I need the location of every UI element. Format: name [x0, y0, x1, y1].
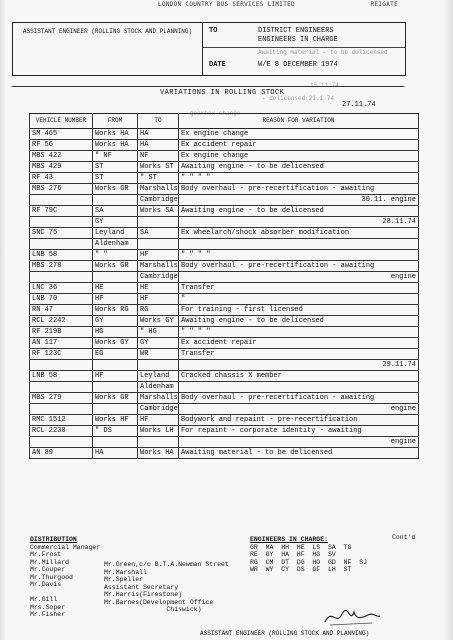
- vehicle-cell: LNB 70: [30, 294, 93, 305]
- table-row: [30, 250, 419, 261]
- vehicle-cell: MBS 278: [30, 261, 93, 272]
- vehicle-cell: AN 117: [30, 338, 93, 349]
- reason-cell: Bodywork and repaint - pre-recertification: [179, 415, 419, 426]
- table-row: [30, 261, 419, 272]
- from-cell: Works GR: [93, 261, 138, 272]
- distribution-left: [30, 544, 100, 619]
- vehicle-cell: [30, 437, 93, 448]
- to-cell: HF: [138, 294, 179, 305]
- engineers-heading: ENGINEERS IN CHARGE:: [250, 536, 329, 543]
- distribution-recipient: [30, 589, 100, 597]
- reason-cell: Ex wheelarch/shock absorber modification: [179, 228, 419, 239]
- engineers-codes: [250, 544, 367, 574]
- table-row: [30, 415, 419, 426]
- vehicle-cell: SNC 75: [30, 228, 93, 239]
- to-cell: GY: [138, 338, 179, 349]
- distribution-recipient: Commercial Manager: [30, 543, 101, 551]
- to-cell: NF: [138, 151, 179, 162]
- table-row: [30, 217, 419, 228]
- table-header-row: [30, 114, 419, 129]
- table-row: [30, 338, 419, 349]
- from-cell: [93, 382, 138, 393]
- table-row: [30, 404, 419, 415]
- vehicle-cell: RMC 1512: [30, 415, 93, 426]
- distribution-recipient: Mr.Harris(Firestone): [104, 591, 183, 598]
- from-cell: [93, 360, 138, 371]
- from-field: ASSISTANT ENGINEER (ROLLING STOCK AND PLANNING): [13, 23, 203, 75]
- company-line: [0, 1, 453, 8]
- to-cell: SA: [138, 228, 179, 239]
- ghost-delicensed: - delicensed 21.1.74: [262, 95, 335, 102]
- reason-cell: " " " ": [179, 250, 419, 261]
- to-cell: HF: [138, 415, 179, 426]
- to-cell: Cambridge: [138, 272, 179, 283]
- vehicle-cell: [30, 404, 93, 415]
- to-recipients: [258, 27, 338, 45]
- ref-code: REIGATE: [370, 1, 398, 8]
- distribution-recipient: Mr.Speller: [104, 576, 144, 583]
- title-bar: [12, 86, 404, 99]
- top-date: 27.11.74: [342, 101, 376, 109]
- distribution-recipient: Mr.Davis: [30, 581, 62, 588]
- vehicle-cell: SM 465: [30, 129, 93, 140]
- from-cell: " DS: [93, 426, 138, 437]
- header-to: TO: [138, 114, 179, 129]
- reason-cell: Body overhaul - pre-recertification - awaiting: [179, 184, 419, 195]
- distribution-recipient: Mr.Thurgood: [30, 573, 73, 581]
- reason-cell: Awaiting engine - to be delicensed: [179, 206, 419, 217]
- to-cell: Cambridge: [138, 195, 179, 206]
- date-label: DATE: [209, 61, 226, 69]
- vehicle-cell: MBS 429: [30, 162, 93, 173]
- to-cell: HF: [138, 250, 179, 261]
- to-cell: HA: [138, 129, 179, 140]
- from-cell: Works RG: [93, 305, 138, 316]
- engineer-codes-row: GR MA HH HE LS SA TG: [250, 543, 352, 551]
- to-cell: Marshalls: [138, 393, 179, 404]
- distribution-recipient: Mr.Green,c/o B.T.A.Newman Street: [104, 561, 229, 568]
- vehicle-cell: RF 79C: [30, 206, 93, 217]
- from-cell: HE: [93, 283, 138, 294]
- vehicle-cell: [30, 195, 93, 206]
- to-cell: HE: [138, 283, 179, 294]
- table-row: [30, 393, 419, 404]
- from-cell: Works GR: [93, 393, 138, 404]
- table-row: [30, 228, 419, 239]
- ghost-date: 15.11.74: [310, 82, 339, 89]
- signature: [322, 606, 382, 628]
- vehicle-cell: RF 123C: [30, 349, 93, 360]
- table-row: [30, 448, 419, 459]
- distribution-recipient: Mr.Marshall: [104, 568, 147, 576]
- table-row: [30, 195, 419, 206]
- distribution-recipient: Mr.Millard: [30, 558, 70, 566]
- from-cell: " ": [93, 250, 138, 261]
- distribution-recipient: Mr.Frost: [30, 551, 62, 558]
- to-cell: Marshalls: [138, 184, 179, 195]
- from-cell: Works HA: [93, 140, 138, 151]
- header-reason: REASON FOR VARIATION: [179, 114, 419, 129]
- to-line-2: ENGINEERS IN CHARGE: [258, 36, 338, 44]
- from-cell: GY: [93, 316, 138, 327]
- date-value: W/E 8 DECEMBER 1974: [258, 61, 338, 69]
- table-row: [30, 371, 419, 382]
- vehicle-cell: [30, 217, 93, 228]
- vehicle-cell: RF 43: [30, 173, 93, 184]
- vehicle-cell: [30, 239, 93, 250]
- reason-cell: Cracked chassis X member: [179, 371, 419, 382]
- vehicle-cell: [30, 272, 93, 283]
- vehicle-cell: MBS 276: [30, 184, 93, 195]
- to-label: TO: [209, 27, 218, 35]
- table-row: [30, 129, 419, 140]
- table-row: [30, 294, 419, 305]
- to-cell: Works HA: [138, 448, 179, 459]
- distribution-recipient: Mrs.Soper: [30, 603, 66, 611]
- reason-cell: For training - first licensed: [179, 305, 419, 316]
- scan-edge-right: [443, 0, 453, 640]
- header-divider: [203, 47, 405, 48]
- footer-title: ASSISTANT ENGINEER (ROLLING STOCK AND PLANNING): [200, 630, 370, 637]
- reason-cell: Awaiting engine - to be delicensed: [179, 162, 419, 173]
- distribution-heading: DISTRIBUTION: [30, 536, 77, 543]
- reason-cell: For repaint - corporate identity - awaiting: [179, 426, 419, 437]
- vehicle-cell: [30, 382, 93, 393]
- reason-cell: Awaiting material - to be delicensed: [179, 448, 419, 459]
- table-row: [30, 426, 419, 437]
- table-row: [30, 327, 419, 338]
- to-cell: RG: [138, 305, 179, 316]
- to-cell: Works GY: [138, 316, 179, 327]
- reason-cell: 28.11.74: [179, 217, 419, 228]
- reason-cell: Body overhaul - pre-recertification - awaiting: [179, 261, 419, 272]
- reason-cell: [179, 239, 419, 250]
- to-cell: [138, 239, 179, 250]
- vehicle-cell: RF 219B: [30, 327, 93, 338]
- reason-cell: engine: [179, 404, 419, 415]
- from-cell: HF: [93, 371, 138, 382]
- reason-cell: 29.11.74: [179, 360, 419, 371]
- reason-cell: Awaiting engine - to be delicensed: [179, 316, 419, 327]
- distribution-recipient: Chiswick): [104, 606, 202, 613]
- header-from: FROM: [93, 114, 138, 129]
- table-body: [30, 129, 419, 459]
- distribution-recipient: Mr.Gill: [30, 596, 58, 603]
- vehicle-cell: LNB 58: [30, 250, 93, 261]
- contd-label: Cont'd: [392, 534, 416, 541]
- vehicle-cell: MBS 279: [30, 393, 93, 404]
- from-cell: EG: [93, 349, 138, 360]
- table-row: [30, 437, 419, 448]
- to-cell: Works SA: [138, 206, 179, 217]
- reason-cell: [179, 382, 419, 393]
- table-row: [30, 305, 419, 316]
- from-cell: Works GR: [93, 184, 138, 195]
- reason-cell: ": [179, 294, 419, 305]
- table-row: [30, 239, 419, 250]
- table-row: [30, 151, 419, 162]
- engineers-block: [250, 536, 367, 574]
- to-cell: [138, 360, 179, 371]
- vehicle-cell: [30, 360, 93, 371]
- variations-table: [29, 113, 419, 459]
- reason-cell: Ex engine change: [179, 151, 419, 162]
- table-row: [30, 184, 419, 195]
- vehicle-cell: LNC 36: [30, 283, 93, 294]
- vehicle-cell: RCL 2230: [30, 426, 93, 437]
- page-title: VARIATIONS IN ROLLING STOCK: [160, 89, 285, 97]
- scan-edge-left: [0, 0, 6, 640]
- reason-cell: Ex engine change: [179, 129, 419, 140]
- from-cell: [93, 272, 138, 283]
- to-cell: Works ST: [138, 162, 179, 173]
- reason-cell: engine: [179, 437, 419, 448]
- distribution-recipient: Mr.Fisher: [30, 611, 66, 618]
- from-cell: HF: [93, 294, 138, 305]
- to-cell: Leyland: [138, 371, 179, 382]
- header-vehicle: VEHICLE NUMBER: [30, 114, 93, 129]
- from-cell: [93, 195, 138, 206]
- reason-cell: 30.11. engine: [179, 195, 419, 206]
- to-cell: " HG: [138, 327, 179, 338]
- distribution-recipient: Mr.Barnes(Development Office: [104, 598, 214, 606]
- engineer-codes-row: RE GY HA HF HG SV: [250, 551, 336, 558]
- to-cell: [138, 437, 179, 448]
- to-cell: HA: [138, 140, 179, 151]
- to-line-1: DISTRICT ENGINEERS: [258, 27, 334, 35]
- to-cell: Works LH: [138, 426, 179, 437]
- vehicle-cell: RCL 2242: [30, 316, 93, 327]
- memo-header: [12, 22, 406, 76]
- reason-cell: " " " ": [179, 327, 419, 338]
- from-cell: ST: [93, 162, 138, 173]
- from-cell: Aldenham: [93, 239, 138, 250]
- reason-cell: Ex accident repair: [179, 140, 419, 151]
- table-row: [30, 272, 419, 283]
- reason-cell: Transfer: [179, 349, 419, 360]
- from-cell: HG: [93, 327, 138, 338]
- distribution-mid: [104, 561, 229, 614]
- table-row: [30, 349, 419, 360]
- to-cell: Aldenham: [138, 382, 179, 393]
- table-row: [30, 382, 419, 393]
- table-row: [30, 360, 419, 371]
- engineer-codes-row: RG CM DT DG HO GD NF SJ: [250, 558, 368, 566]
- to-cell: WR: [138, 349, 179, 360]
- from-cell: SA: [93, 206, 138, 217]
- vehicle-cell: RF 56: [30, 140, 93, 151]
- from-cell: Works HA: [93, 129, 138, 140]
- from-cell: " NF: [93, 151, 138, 162]
- from-cell: Works GY: [93, 338, 138, 349]
- distribution-recipient: Mr.Couper: [30, 566, 66, 573]
- from-cell: [93, 437, 138, 448]
- vehicle-cell: AN 89: [30, 448, 93, 459]
- to-cell: Cambridge: [138, 404, 179, 415]
- company-name: LONDON COUNTRY BUS SERVICES LIMITED: [158, 1, 295, 8]
- from-cell: Leyland: [93, 228, 138, 239]
- to-cell: Marshalls: [138, 261, 179, 272]
- table-row: [30, 316, 419, 327]
- to-cell: [138, 217, 179, 228]
- table-row: [30, 173, 419, 184]
- reason-cell: Body overhaul - pre-recertification - awaiting: [179, 393, 419, 404]
- table-row: [30, 283, 419, 294]
- table-row: [30, 162, 419, 173]
- engineer-codes-row: WR WY CY DS GF LH ST: [250, 566, 352, 573]
- vehicle-cell: MBS 422: [30, 151, 93, 162]
- reason-cell: Ex accident repair: [179, 338, 419, 349]
- vehicle-cell: LNB 58: [30, 371, 93, 382]
- from-cell: [93, 404, 138, 415]
- distribution-recipient: Assistant Secretary: [104, 583, 179, 591]
- ghost-gearbox: gearbox change: [190, 110, 241, 117]
- vehicle-cell: RN 47: [30, 305, 93, 316]
- from-cell: HA: [93, 448, 138, 459]
- table-row: [30, 206, 419, 217]
- to-cell: " ST: [138, 173, 179, 184]
- reason-cell: Transfer: [179, 283, 419, 294]
- from-cell: ST: [93, 173, 138, 184]
- reason-cell: " " " ": [179, 173, 419, 184]
- faded-subtext: Awaiting material - to be delicensed: [258, 49, 388, 56]
- from-cell: Works HF: [93, 415, 138, 426]
- distribution-block: [30, 536, 100, 619]
- from-cell: GY: [93, 217, 138, 228]
- reason-cell: engine: [179, 272, 419, 283]
- table-row: [30, 140, 419, 151]
